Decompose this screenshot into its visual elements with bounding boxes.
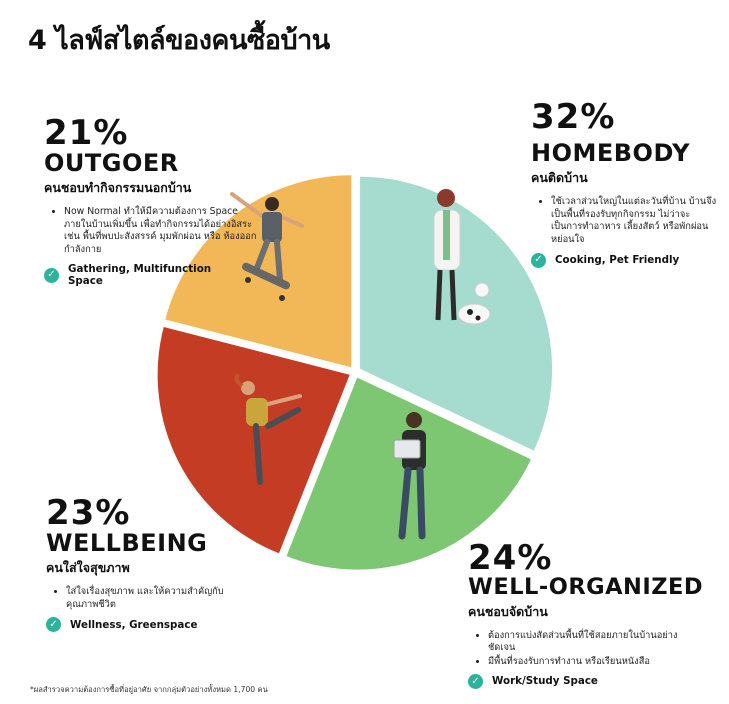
well-organized-bullet: • มีพื้นที่รองรับการทำงาน หรือเรียนหนังสือ <box>488 656 688 669</box>
well-organized-tag-label: Work/Study Space <box>492 675 598 688</box>
outgoer-thai-label: คนชอบทำกิจกรรมนอกบ้าน <box>44 180 192 196</box>
woman-with-dog-illustration <box>418 184 498 344</box>
outgoer-tag <box>44 263 234 289</box>
homebody-bullets <box>531 196 721 246</box>
check-circle-icon: ✓ <box>531 253 546 268</box>
wellbeing-tag <box>46 617 306 632</box>
outgoer-tag-label: Gathering, Multifunction Space <box>68 262 212 288</box>
wellbeing-percent: 23% <box>46 493 131 533</box>
page-title: 4 ไลฟ์สไตล์ของคนซื้อบ้าน <box>28 25 330 56</box>
segment-well-organized <box>468 538 726 689</box>
homebody-tag <box>531 253 721 268</box>
well-organized-bullets <box>468 630 688 669</box>
outgoer-name: OUTGOER <box>44 149 179 177</box>
skateboarder-illustration <box>222 186 312 316</box>
segment-homebody <box>531 97 721 268</box>
well-organized-bullet: • ต้องการแบ่งสัดส่วนพื้นที่ใช้สอยภายในบ้านอย่างชัดเจน <box>488 630 688 655</box>
wellbeing-thai-label: คนใส่ใจสุขภาพ <box>46 560 130 576</box>
check-circle-icon: ✓ <box>44 268 59 283</box>
homebody-name: HOMEBODY <box>531 139 691 167</box>
wellbeing-name: WELLBEING <box>46 529 208 557</box>
wellbeing-tag-label: Wellness, Greenspace <box>70 618 198 631</box>
footnote: *ผลสำรวจความต้องการซื้อที่อยู่อาศัย จากกลุ่มตัวอย่างทั้งหมด 1,700 คน <box>30 685 268 694</box>
wellbeing-bullets <box>46 586 246 611</box>
homebody-tag-label: Cooking, Pet Friendly <box>555 253 680 266</box>
well-organized-name: WELL-ORGANIZED <box>468 574 704 600</box>
outgoer-percent: 21% <box>44 113 129 153</box>
outgoer-bullet: • Now Normal ทำให้มีความต้องการ Space ภายในบ้านเพิ่มขึ้น เพื่อทำกิจกรรมได้อย่างอิสระ เช่น พื้นที่พบปะสังสรรค์ มุมพักผ่อน หรือ ห้องออกกำลังกาย <box>64 206 264 256</box>
check-circle-icon: ✓ <box>46 617 61 632</box>
homebody-percent: 32% <box>531 97 616 137</box>
homebody-bullet: • ใช้เวลาส่วนใหญ่ในแต่ละวันที่บ้าน บ้านจึงเป็นพื้นที่รองรับทุกกิจกรรม ไม่ว่าจะเป็นการทำอาหาร เลี้ยงสัตว์ หรือพักผ่อนหย่อนใจ <box>551 196 721 246</box>
well-organized-tag <box>468 674 726 689</box>
well-organized-thai-label: คนชอบจัดบ้าน <box>468 603 548 619</box>
check-circle-icon: ✓ <box>468 674 483 689</box>
yoga-woman-illustration <box>226 374 316 494</box>
man-with-laptop-illustration <box>382 408 442 543</box>
segment-wellbeing <box>46 493 306 632</box>
well-organized-percent: 24% <box>468 538 553 578</box>
homebody-thai-label: คนติดบ้าน <box>531 170 588 186</box>
wellbeing-bullet: • ใส่ใจเรื่องสุขภาพ และให้ความสำคัญกับคุณภาพชีวิต <box>66 586 246 611</box>
